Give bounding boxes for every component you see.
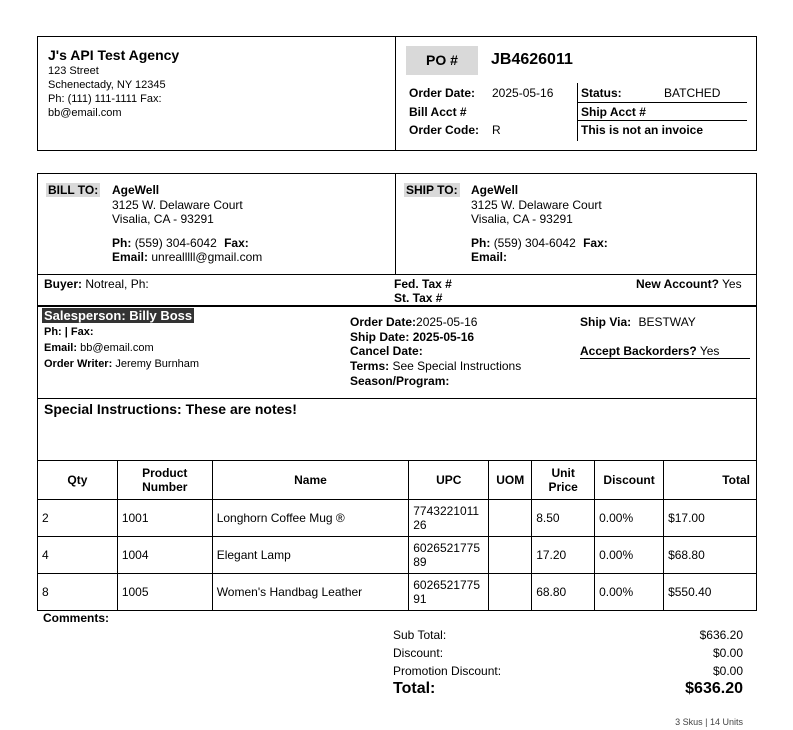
agency-name: J's API Test Agency <box>48 47 180 63</box>
ship-date-label: Ship Date: <box>350 330 410 344</box>
col-discount: Discount <box>595 461 664 500</box>
subtotal-label: Sub Total: <box>393 628 447 642</box>
ship-acct-label: Ship Acct # <box>581 105 646 119</box>
cell-name: Women's Handbag Leather <box>212 574 409 611</box>
bill-to-fax-label: Fax: <box>224 236 249 250</box>
bill-to-email: unrealllll@gmail.com <box>151 250 263 264</box>
col-price-l1: Unit <box>551 466 575 480</box>
col-name: Name <box>212 461 409 500</box>
cell-product: 1005 <box>117 574 212 611</box>
bill-to-label: BILL TO: <box>48 183 99 197</box>
cell-qty: 4 <box>38 537 118 574</box>
cell-discount: 0.00% <box>595 537 664 574</box>
ship-to-street: 3125 W. Delaware Court <box>471 198 602 212</box>
sales-email-label: Email: <box>44 342 78 354</box>
cell-uom <box>489 537 532 574</box>
ship-to-phone: (559) 304-6042 <box>493 236 576 250</box>
cell-upc-l2: 89 <box>413 555 427 569</box>
new-account-line <box>636 277 742 291</box>
col-product-l2: Number <box>142 480 188 494</box>
table-header-row <box>38 461 757 500</box>
promo-discount-value: $0.00 <box>712 664 743 678</box>
order-writer: Jeremy Burnham <box>115 358 200 370</box>
bill-to-street: 3125 W. Delaware Court <box>112 198 243 212</box>
cell-uom <box>489 500 532 537</box>
cell-discount: 0.00% <box>595 500 664 537</box>
sku-units-summary: 3 Skus | 14 Units <box>675 717 743 727</box>
ship-date-line <box>350 330 474 344</box>
status-divider <box>577 83 578 141</box>
season-label: Season/Program: <box>350 374 450 388</box>
cell-total: $17.00 <box>664 500 757 537</box>
cell-name: Elegant Lamp <box>212 537 409 574</box>
new-account-label: New Account? <box>636 277 719 291</box>
ship-via-label: Ship Via: <box>580 315 632 329</box>
discount-label: Discount: <box>393 646 444 660</box>
col-price-l2: Price <box>548 480 578 494</box>
order-code-value: R <box>492 123 501 137</box>
agency-email: bb@email.com <box>48 107 122 119</box>
ship-to-label: SHIP TO: <box>406 183 458 197</box>
fed-tax-label: Fed. Tax # <box>394 277 452 291</box>
status-underline <box>577 102 747 103</box>
col-unit-price <box>532 461 595 500</box>
cell-upc-l2: 26 <box>413 518 427 532</box>
order-date-label: Order Date: <box>409 86 476 100</box>
cell-upc-l1: 6026521775 <box>413 578 480 592</box>
terms-line <box>350 359 521 373</box>
cell-upc-l1: 7743221011 <box>413 504 480 518</box>
bill-to-name: AgeWell <box>112 183 160 197</box>
discount-value: $0.00 <box>712 646 743 660</box>
special-instructions-text: These are notes! <box>185 401 297 417</box>
subtotal-value: $636.20 <box>699 628 743 642</box>
buyer-label: Buyer: <box>44 277 83 291</box>
bill-to-phone: (559) 304-6042 <box>134 236 217 250</box>
order-writer-line <box>44 358 199 370</box>
cell-uom <box>489 574 532 611</box>
ship-date: 2025-05-16 <box>412 330 475 344</box>
ship-via-line <box>580 315 696 329</box>
bill-to-ph-label: Ph: <box>112 236 132 250</box>
status-value: BATCHED <box>664 86 721 100</box>
agency-city: Schenectady, NY 12345 <box>48 79 166 91</box>
order-writer-label: Order Writer: <box>44 358 113 370</box>
col-qty: Qty <box>38 461 118 500</box>
agency-phone-fax: Ph: (111) 111-1111 Fax: <box>48 93 162 105</box>
ship-acct-underline <box>577 120 747 121</box>
buyer-line <box>44 277 149 291</box>
terms-value: See Special Instructions <box>392 359 522 373</box>
col-uom: UOM <box>489 461 532 500</box>
bill-acct-label: Bill Acct # <box>409 105 467 119</box>
col-product-l1: Product <box>142 466 188 480</box>
cell-discount: 0.00% <box>595 574 664 611</box>
po-number: JB4626011 <box>491 51 573 68</box>
cell-upc <box>409 500 489 537</box>
items-table <box>37 460 757 611</box>
header-divider <box>395 36 396 151</box>
sales-order-date-label: Order Date: <box>350 315 417 329</box>
cell-price: 8.50 <box>532 500 595 537</box>
st-tax-label: St. Tax # <box>394 291 443 305</box>
address-bottom-line <box>37 274 757 275</box>
col-total: Total <box>664 461 757 500</box>
sales-ph-fax: Ph: | Fax: <box>44 326 94 338</box>
po-label: PO # <box>406 46 478 75</box>
new-account-value: Yes <box>722 277 742 291</box>
bill-to-email-label: Email: <box>112 250 149 264</box>
cell-product: 1004 <box>117 537 212 574</box>
ship-to-name: AgeWell <box>471 183 519 197</box>
ship-to-fax-label: Fax: <box>583 236 608 250</box>
buyer-bottom-line <box>37 305 757 307</box>
ship-to-city: Visalia, CA - 93291 <box>471 212 573 226</box>
cell-upc-l2: 91 <box>413 592 427 606</box>
backorders-line <box>580 344 719 358</box>
table-row <box>38 537 757 574</box>
terms-label: Terms: <box>350 359 390 373</box>
cell-qty: 8 <box>38 574 118 611</box>
status-label: Status: <box>581 86 622 100</box>
cell-upc <box>409 537 489 574</box>
cell-price: 17.20 <box>532 537 595 574</box>
sales-email-line <box>44 342 154 354</box>
sales-order-date: 2025-05-16 <box>416 315 478 329</box>
cell-product: 1001 <box>117 500 212 537</box>
table-row <box>38 574 757 611</box>
total-label: Total: <box>393 680 436 697</box>
bill-to-phone-line <box>112 236 249 250</box>
cell-price: 68.80 <box>532 574 595 611</box>
cell-upc-l1: 6026521775 <box>413 541 480 555</box>
not-invoice-note: This is not an invoice <box>581 123 704 137</box>
ship-via-value: BESTWAY <box>638 315 696 329</box>
buyer-value: Notreal, Ph: <box>85 277 149 291</box>
agency-street: 123 Street <box>48 65 99 77</box>
order-code-label: Order Code: <box>409 123 480 137</box>
promo-discount-label: Promotion Discount: <box>393 664 502 678</box>
cell-total: $68.80 <box>664 537 757 574</box>
backorders-label: Accept Backorders? <box>580 344 697 358</box>
ship-to-phone-line <box>471 236 608 250</box>
cancel-date-label: Cancel Date: <box>350 344 423 358</box>
order-date-value: 2025-05-16 <box>492 86 554 100</box>
cell-total: $550.40 <box>664 574 757 611</box>
comments-label: Comments: <box>43 611 110 625</box>
special-instructions-label: Special Instructions: <box>44 401 182 417</box>
salesperson-label: Salesperson: Billy Boss <box>44 308 193 323</box>
backorders-value: Yes <box>699 344 720 358</box>
cell-qty: 2 <box>38 500 118 537</box>
ship-to-email-label: Email: <box>471 250 508 264</box>
bill-to-city: Visalia, CA - 93291 <box>112 212 214 226</box>
sales-order-date-line <box>350 315 477 329</box>
ship-to-ph-label: Ph: <box>471 236 491 250</box>
table-row <box>38 500 757 537</box>
address-divider <box>395 173 396 274</box>
backorders-underline <box>580 358 750 359</box>
cell-name: Longhorn Coffee Mug ® <box>212 500 409 537</box>
cell-upc <box>409 574 489 611</box>
sales-email: bb@email.com <box>80 342 154 354</box>
total-value: $636.20 <box>685 680 743 697</box>
bill-to-email-line <box>112 250 262 264</box>
col-product-number <box>117 461 212 500</box>
col-upc: UPC <box>409 461 489 500</box>
special-instructions <box>44 401 297 417</box>
